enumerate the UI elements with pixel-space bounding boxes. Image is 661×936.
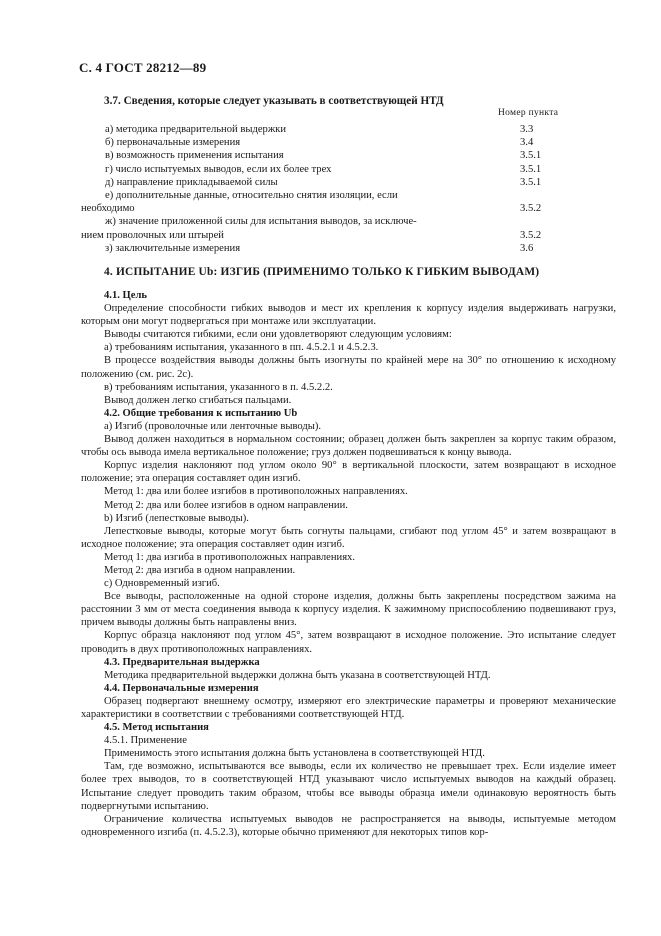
paragraph: b) Изгиб (лепестковые выводы). [104, 512, 249, 524]
list-item-number: 3.6 [520, 242, 534, 254]
list-item-number: 3.5.2 [520, 229, 542, 241]
list-item-text: в) возможность применения испытания [105, 150, 284, 162]
paragraph: а) Изгиб (проволочные или ленточные выводы). [104, 420, 322, 432]
list-item-text: нием проволочных или штырей [81, 229, 224, 241]
list-item-text: з) заключительные измерения [105, 242, 241, 254]
paragraph: Применимость этого испытания должна быть установлена в соответствующей НТД. [104, 748, 485, 760]
paragraph: Метод 2: два или более изгибов в одном направлении. [104, 499, 348, 511]
list-item-number: 3.5.1 [520, 176, 542, 188]
list-item-text: е) дополнительные данные, относительно снятия изоляции, если [105, 190, 398, 201]
list-item-number: 3.4 [520, 137, 534, 149]
list-item [81, 215, 571, 228]
paragraph: Ограничение количества испытуемых выводов не распространяется на выводы, испытуемые методом одновременного изгиба (п. 4.5.2.3), которые обычно применяют для некоторых типов кор- [81, 813, 616, 838]
subsection-heading: 4.1. Цель [104, 290, 148, 301]
list-item-number: 3.3 [520, 124, 534, 135]
paragraph: В процессе воздействия выводы должны быть изогнуты по крайней мере на 30° по отношению к исходному положению (см. рис. 2с). [81, 355, 616, 380]
subsection-heading: 4.5. Метод испытания [104, 722, 209, 734]
paragraph: Метод 2: два изгиба в одном направлении. [104, 564, 296, 576]
list-item-text: б) первоначальные измерения [105, 137, 241, 149]
subsection-heading: 4.4. Первоначальные измерения [104, 682, 259, 694]
section-4-title: 4. ИСПЫТАНИЕ Ub: ИЗГИБ (ПРИМЕНИМО ТОЛЬКО К ГИБКИМ ВЫВОДАМ) [104, 266, 540, 278]
list-item-text: г) число испытуемых выводов, если их более трех [105, 163, 332, 175]
column-header-item-number: Номер пункта [498, 108, 559, 118]
paragraph: 4.5.1. Применение [104, 735, 187, 747]
list-item [81, 189, 571, 202]
list-item [81, 229, 571, 242]
list-item-text: необходимо [81, 203, 135, 215]
list-item [81, 123, 571, 136]
paragraph: Методика предварительной выдержки должна быть указана в соответствующей НТД. [104, 669, 491, 681]
page-header: С. 4 ГОСТ 28212—89 [79, 60, 207, 75]
paragraph: Выводы считаются гибкими, если они удовлетворяют следующим условиям: [104, 329, 452, 341]
subsection-heading: 4.3. Предварительная выдержка [104, 656, 260, 668]
list-item-text: д) направление прикладываемой силы [105, 176, 278, 188]
paragraph: а) требованиям испытания, указанного в пп. 4.5.2.1 и 4.5.2.3. [104, 342, 379, 354]
paragraph: Там, где возможно, испытываются все выводы, если их количество не превышает трех. Если изделие имеет более трех выводов, то в соответствующей НТД указывают число испытуемых выводов на каждый образец. Испытание следует проводить таким образом, чтобы все выводы образца имели одинаковую вероятность быть подвергнутыми испытанию. [81, 761, 616, 812]
list-item [81, 163, 571, 176]
list-item-text: ж) значение приложенной силы для испытания выводов, за исключе- [105, 216, 417, 228]
list-item [81, 202, 571, 215]
paragraph: Определение способности гибких выводов и мест их крепления к корпусу изделия выдерживать нагрузки, которым они могут подвергаться при монтаже или эксплуатации. [81, 303, 616, 328]
list-item-text: а) методика предварительной выдержки [105, 124, 286, 135]
paragraph: Образец подвергают внешнему осмотру, измеряют его электрические параметры и проверяют механические характеристики в соответствии с требованиями соответствующей НТД. [81, 695, 616, 720]
paragraph: Лепестковые выводы, которые могут быть согнуты пальцами, сгибают под углом 45° и затем возвращают в исходное положение; эта операция составляет один изгиб. [81, 525, 616, 550]
list-item-number: 3.5.1 [520, 150, 542, 162]
list-item-number: 3.5.2 [520, 203, 542, 215]
list-item [81, 242, 571, 255]
list-item [81, 176, 571, 189]
list-item [81, 136, 571, 149]
subsection-heading: 4.2. Общие требования к испытанию Ub [104, 407, 298, 419]
body-text [81, 289, 616, 839]
paragraph: Корпус изделия наклоняют под углом около 90° в вертикальной плоскости, затем возвращают в исходное положение; эта операция составляет один изгиб. [81, 460, 616, 485]
paragraph: Вывод должен находиться в нормальном состоянии; образец должен быть закреплен за корпус таким образом, чтобы ось вывода имела вертикальное положение; груз должен подвешиваться к концу вывода. [81, 434, 616, 459]
paragraph: с) Одновременный изгиб. [104, 578, 220, 590]
paragraph: Вывод должен легко сгибаться пальцами. [104, 394, 292, 406]
section-3-7-title: 3.7. Сведения, которые следует указывать в соответствующей НТД [104, 95, 444, 107]
paragraph: Корпус образца наклоняют под углом 45°, затем возвращают в исходное положение. Это испытание следует проводить в двух противоположных направлениях. [81, 630, 616, 655]
list-item [81, 149, 571, 162]
paragraph: Все выводы, расположенные на одной стороне изделия, должны быть закреплены посредством зажима на расстоянии 3 мм от места соединения вывода к корпусу изделия. К зажимному приспособлению подвешивают груз, причем выводы должны быть направлены вниз. [81, 591, 616, 629]
paragraph: Метод 1: два изгиба в противоположных направлениях. [104, 551, 356, 563]
paragraph: в) требованиям испытания, указанного в п. 4.5.2.2. [104, 381, 333, 393]
paragraph: Метод 1: два или более изгибов в противоположных направлениях. [104, 486, 408, 498]
list-item-number: 3.5.1 [520, 163, 542, 175]
